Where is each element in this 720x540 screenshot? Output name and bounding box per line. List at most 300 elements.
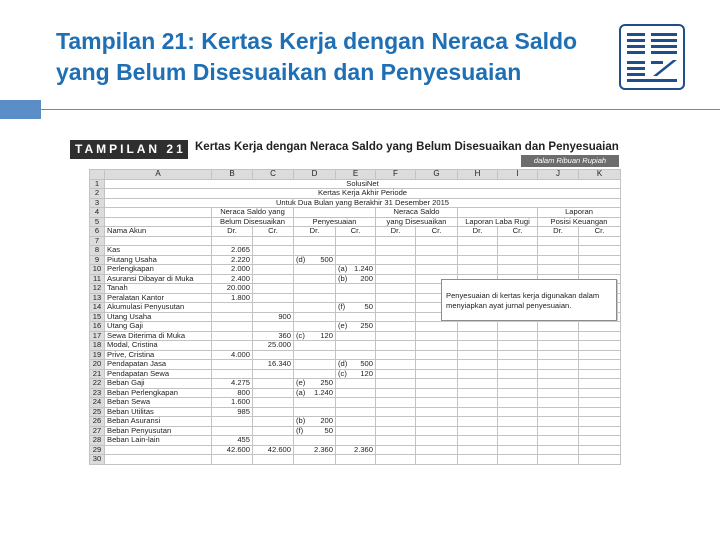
adjustment-debit xyxy=(294,350,336,360)
account-name: Prive, Cristina xyxy=(105,350,212,360)
table-row xyxy=(90,360,621,370)
empty-cell xyxy=(458,246,498,256)
adjustment-debit xyxy=(294,284,336,294)
empty-cell xyxy=(538,379,579,389)
empty-cell xyxy=(538,398,579,408)
column-header-row xyxy=(90,170,621,180)
trial-credit xyxy=(253,398,294,408)
adjustment-amount: 1.240 xyxy=(353,264,373,273)
empty-cell xyxy=(498,246,538,256)
empty-cell xyxy=(376,407,416,417)
empty-cell xyxy=(498,436,538,446)
adjustment-debit xyxy=(294,303,336,313)
cr-header: Cr. xyxy=(416,227,458,237)
adjustment-credit xyxy=(336,322,376,332)
empty-cell xyxy=(376,331,416,341)
adjustment-credit xyxy=(336,265,376,275)
column-header: D xyxy=(294,170,336,180)
table-row xyxy=(90,417,621,427)
empty-cell xyxy=(376,255,416,265)
account-name: Pendapatan Jasa xyxy=(105,360,212,370)
empty-cell xyxy=(579,360,621,370)
group-header-adjustments: Penyesuaian xyxy=(294,217,376,227)
group-header-income-statement: Laporan Laba Rugi xyxy=(458,217,538,227)
totals-row xyxy=(90,445,621,455)
trial-credit xyxy=(253,350,294,360)
trial-credit xyxy=(253,303,294,313)
empty-cell xyxy=(416,246,458,256)
title-divider xyxy=(0,100,720,120)
account-name: Utang Usaha xyxy=(105,312,212,322)
account-name: Beban Gaji xyxy=(105,379,212,389)
trial-debit xyxy=(212,360,253,370)
dr-header: Dr. xyxy=(538,227,579,237)
empty-cell xyxy=(498,369,538,379)
empty-cell xyxy=(294,455,336,465)
trial-debit: 455 xyxy=(212,436,253,446)
adjustment-debit xyxy=(294,312,336,322)
account-name: Utang Gaji xyxy=(105,322,212,332)
adjustment-credit xyxy=(336,426,376,436)
empty-cell xyxy=(416,388,458,398)
row-number: 8 xyxy=(90,246,105,256)
trial-debit xyxy=(212,341,253,351)
empty-cell xyxy=(253,455,294,465)
total-trial-debit: 42.600 xyxy=(212,445,253,455)
row-number: 5 xyxy=(90,217,105,227)
total-adjustment-debit: 2.360 xyxy=(294,445,336,455)
empty-cell xyxy=(538,255,579,265)
adjustment-credit xyxy=(336,274,376,284)
row-number: 14 xyxy=(90,303,105,313)
adjustment-debit xyxy=(294,341,336,351)
empty-cell xyxy=(416,445,458,455)
table-row xyxy=(90,426,621,436)
callout-note: Penyesuaian di kertas kerja digunakan dalam menyiapkan ayat jurnal penyesuaian. xyxy=(441,279,617,321)
table-row xyxy=(90,208,621,218)
empty-cell xyxy=(458,265,498,275)
dr-header: Dr. xyxy=(458,227,498,237)
trial-debit: 2.400 xyxy=(212,274,253,284)
empty-cell xyxy=(538,322,579,332)
row-number: 12 xyxy=(90,284,105,294)
empty-cell xyxy=(416,398,458,408)
table-row xyxy=(90,217,621,227)
table-row xyxy=(90,379,621,389)
row-number: 6 xyxy=(90,227,105,237)
trial-debit xyxy=(212,331,253,341)
trial-credit xyxy=(253,322,294,332)
adjustment-debit xyxy=(294,398,336,408)
worksheet-period: Untuk Dua Bulan yang Berakhir 31 Desember 2015 xyxy=(105,198,621,208)
table-row xyxy=(90,436,621,446)
slide-title: Tampilan 21: Kertas Kerja dengan Neraca Saldo yang Belum Disesuaikan dan Penyesuaian xyxy=(56,28,578,85)
row-number: 25 xyxy=(90,407,105,417)
empty-cell xyxy=(376,265,416,275)
adjustment-debit xyxy=(294,417,336,427)
cr-header: Cr. xyxy=(579,227,621,237)
row-number: 4 xyxy=(90,208,105,218)
adjustment-credit xyxy=(336,379,376,389)
adjustment-ref: (b) xyxy=(296,416,306,425)
empty-cell xyxy=(498,341,538,351)
row-number: 3 xyxy=(90,198,105,208)
account-name: Piutang Usaha xyxy=(105,255,212,265)
dr-header: Dr. xyxy=(294,227,336,237)
empty-cell xyxy=(538,388,579,398)
column-header: A xyxy=(105,170,212,180)
adjustment-credit xyxy=(336,284,376,294)
total-trial-credit: 42.600 xyxy=(253,445,294,455)
empty-cell xyxy=(579,407,621,417)
row-number: 27 xyxy=(90,426,105,436)
trial-debit: 2.065 xyxy=(212,246,253,256)
empty-cell xyxy=(458,445,498,455)
cr-header: Cr. xyxy=(253,227,294,237)
trial-debit: 1.600 xyxy=(212,398,253,408)
trial-credit: 16.340 xyxy=(253,360,294,370)
adjustment-debit xyxy=(294,265,336,275)
adjustment-credit xyxy=(336,417,376,427)
empty-cell xyxy=(538,369,579,379)
empty-cell xyxy=(498,455,538,465)
worksheet-title: Kertas Kerja Akhir Periode xyxy=(105,189,621,199)
empty-cell xyxy=(579,265,621,275)
trial-debit: 4.275 xyxy=(212,379,253,389)
empty-cell xyxy=(416,341,458,351)
row-number: 2 xyxy=(90,189,105,199)
trial-credit xyxy=(253,255,294,265)
empty-cell xyxy=(416,350,458,360)
row-number: 24 xyxy=(90,398,105,408)
adjustment-ref: (a) xyxy=(296,388,306,397)
empty-cell xyxy=(498,379,538,389)
adjustment-debit xyxy=(294,322,336,332)
trial-credit: 25.000 xyxy=(253,341,294,351)
empty-cell xyxy=(538,426,579,436)
dr-header: Dr. xyxy=(376,227,416,237)
account-name: Modal, Cristina xyxy=(105,341,212,351)
account-name: Beban Lain-lain xyxy=(105,436,212,446)
trial-debit: 20.000 xyxy=(212,284,253,294)
row-number: 30 xyxy=(90,455,105,465)
empty-cell xyxy=(498,350,538,360)
account-name: Tanah xyxy=(105,284,212,294)
empty-cell xyxy=(458,455,498,465)
adjustment-credit xyxy=(336,360,376,370)
column-header: B xyxy=(212,170,253,180)
adjustment-credit xyxy=(336,331,376,341)
empty-cell xyxy=(579,246,621,256)
adjustment-amount: 250 xyxy=(320,378,333,387)
adjustment-credit xyxy=(336,255,376,265)
row-number: 9 xyxy=(90,255,105,265)
trial-credit xyxy=(253,265,294,275)
row-number: 10 xyxy=(90,265,105,275)
empty-cell xyxy=(458,369,498,379)
empty-cell xyxy=(376,417,416,427)
empty-cell xyxy=(416,369,458,379)
trial-debit xyxy=(212,322,253,332)
table-row xyxy=(90,398,621,408)
table-row xyxy=(90,350,621,360)
account-name: Akumulasi Penyusutan xyxy=(105,303,212,313)
adjustment-ref: (f) xyxy=(338,302,346,311)
figure-label: TAMPILAN 21 xyxy=(70,140,188,159)
row-number: 22 xyxy=(90,379,105,389)
empty-cell xyxy=(105,445,212,455)
row-number: 19 xyxy=(90,350,105,360)
trial-debit: 4.000 xyxy=(212,350,253,360)
trial-credit xyxy=(253,379,294,389)
empty-cell xyxy=(458,331,498,341)
empty-cell xyxy=(498,445,538,455)
table-row xyxy=(90,265,621,275)
adjustment-debit xyxy=(294,407,336,417)
table-row xyxy=(90,331,621,341)
empty-cell xyxy=(579,388,621,398)
adjustment-amount: 200 xyxy=(360,274,373,283)
column-header: I xyxy=(498,170,538,180)
empty-cell xyxy=(498,407,538,417)
row-number: 16 xyxy=(90,322,105,332)
table-row xyxy=(90,388,621,398)
empty-cell xyxy=(376,246,416,256)
figure-title: Kertas Kerja dengan Neraca Saldo yang Belum Disesuaikan dan Penyesuaian xyxy=(195,141,619,153)
empty-cell xyxy=(376,445,416,455)
empty-cell xyxy=(376,322,416,332)
empty-cell xyxy=(458,255,498,265)
row-number: 1 xyxy=(90,179,105,189)
empty-cell xyxy=(458,341,498,351)
adjustment-amount: 250 xyxy=(360,321,373,330)
adjustment-debit xyxy=(294,426,336,436)
empty-cell xyxy=(498,255,538,265)
adjustment-credit xyxy=(336,312,376,322)
empty-cell xyxy=(538,350,579,360)
account-name: Beban Perlengkapan xyxy=(105,388,212,398)
empty-cell xyxy=(458,436,498,446)
empty-cell xyxy=(538,445,579,455)
empty-cell xyxy=(579,417,621,427)
adjustment-ref: (c) xyxy=(338,369,347,378)
row-number: 17 xyxy=(90,331,105,341)
adjustment-ref: (d) xyxy=(338,359,348,368)
row-number: 23 xyxy=(90,388,105,398)
table-row xyxy=(90,246,621,256)
empty-cell xyxy=(538,455,579,465)
empty-cell xyxy=(498,398,538,408)
empty-cell xyxy=(579,369,621,379)
empty-cell xyxy=(579,331,621,341)
empty-cell xyxy=(579,379,621,389)
adjustment-amount: 500 xyxy=(320,255,333,264)
adjustment-amount: 1.240 xyxy=(313,388,333,397)
trial-debit xyxy=(212,369,253,379)
empty-cell xyxy=(579,341,621,351)
cr-header: Cr. xyxy=(336,227,376,237)
trial-credit xyxy=(253,426,294,436)
group-header-trial-balance: Neraca Saldo yang xyxy=(212,208,294,218)
empty-cell xyxy=(376,398,416,408)
empty-cell xyxy=(579,398,621,408)
column-header: C xyxy=(253,170,294,180)
row-number: 20 xyxy=(90,360,105,370)
trial-credit: 360 xyxy=(253,331,294,341)
adjustment-ref: (c) xyxy=(296,331,305,340)
empty-cell xyxy=(579,350,621,360)
column-header: J xyxy=(538,170,579,180)
table-row xyxy=(90,322,621,332)
empty-cell xyxy=(579,445,621,455)
empty-cell xyxy=(376,303,416,313)
adjustment-ref: (f) xyxy=(296,426,304,435)
adjustment-credit xyxy=(336,246,376,256)
table-row xyxy=(90,407,621,417)
empty-cell xyxy=(416,379,458,389)
empty-cell xyxy=(458,407,498,417)
trial-debit xyxy=(212,417,253,427)
adjustment-amount: 120 xyxy=(360,369,373,378)
table-row xyxy=(90,198,621,208)
account-name: Asuransi Dibayar di Muka xyxy=(105,274,212,284)
trial-debit xyxy=(212,312,253,322)
empty-cell xyxy=(376,284,416,294)
trial-debit: 985 xyxy=(212,407,253,417)
empty-cell xyxy=(498,360,538,370)
dr-header: Dr. xyxy=(212,227,253,237)
empty-cell xyxy=(498,331,538,341)
empty-cell xyxy=(579,426,621,436)
adjustment-credit xyxy=(336,303,376,313)
adjustment-ref: (d) xyxy=(296,255,306,264)
trial-debit: 800 xyxy=(212,388,253,398)
adjustment-debit xyxy=(294,274,336,284)
empty-cell xyxy=(579,255,621,265)
row-number: 18 xyxy=(90,341,105,351)
adjustment-ref: (e) xyxy=(296,378,306,387)
empty-cell xyxy=(416,436,458,446)
unit-note-badge: dalam Ribuan Rupiah xyxy=(521,155,619,167)
adjustment-credit xyxy=(336,369,376,379)
account-name: Peralatan Kantor xyxy=(105,293,212,303)
empty-cell xyxy=(458,426,498,436)
empty-cell xyxy=(416,426,458,436)
trial-debit: 2.000 xyxy=(212,265,253,275)
empty-cell xyxy=(498,417,538,427)
table-row xyxy=(90,341,621,351)
row-number: 15 xyxy=(90,312,105,322)
empty-cell xyxy=(458,417,498,427)
account-name: Kas xyxy=(105,246,212,256)
empty-cell xyxy=(416,417,458,427)
adjustment-ref: (b) xyxy=(338,274,348,283)
empty-cell xyxy=(538,407,579,417)
empty-cell xyxy=(458,379,498,389)
account-name: Beban Utilitas xyxy=(105,407,212,417)
account-name: Sewa Diterima di Muka xyxy=(105,331,212,341)
adjustment-credit xyxy=(336,398,376,408)
empty-cell xyxy=(538,341,579,351)
adjustment-credit xyxy=(336,293,376,303)
trial-debit: 2.220 xyxy=(212,255,253,265)
trial-credit xyxy=(253,436,294,446)
empty-cell xyxy=(376,350,416,360)
empty-cell xyxy=(538,265,579,275)
company-name: SolusiNet xyxy=(105,179,621,189)
table-row xyxy=(90,236,621,246)
column-header: G xyxy=(416,170,458,180)
table-row xyxy=(90,179,621,189)
row-number: 28 xyxy=(90,436,105,446)
row-number: 7 xyxy=(90,236,105,246)
adjustment-ref: (e) xyxy=(338,321,348,330)
adjustment-amount: 200 xyxy=(320,416,333,425)
empty-cell xyxy=(376,426,416,436)
trial-credit xyxy=(253,274,294,284)
trial-credit xyxy=(253,284,294,294)
empty-cell xyxy=(579,322,621,332)
divider-line xyxy=(41,109,720,110)
total-adjustment-credit: 2.360 xyxy=(336,445,376,455)
row-number: 21 xyxy=(90,369,105,379)
empty-cell xyxy=(458,350,498,360)
row-number: 29 xyxy=(90,445,105,455)
adjustment-debit xyxy=(294,331,336,341)
column-header: H xyxy=(458,170,498,180)
account-name: Beban Penyusutan xyxy=(105,426,212,436)
empty-cell xyxy=(579,455,621,465)
adjustment-credit xyxy=(336,407,376,417)
trial-credit: 900 xyxy=(253,312,294,322)
column-header: E xyxy=(336,170,376,180)
adjustment-amount: 120 xyxy=(320,331,333,340)
column-header: K xyxy=(579,170,621,180)
table-row xyxy=(90,189,621,199)
empty-cell xyxy=(458,322,498,332)
row-number: 26 xyxy=(90,417,105,427)
group-header-adjusted: Neraca Saldo xyxy=(376,208,458,218)
group-header-trial-balance-2: Belum Disesuaikan xyxy=(212,217,294,227)
empty-cell xyxy=(538,331,579,341)
trial-credit xyxy=(253,407,294,417)
adjustment-debit xyxy=(294,246,336,256)
empty-cell xyxy=(498,426,538,436)
empty-cell xyxy=(376,436,416,446)
empty-cell xyxy=(498,322,538,332)
empty-cell xyxy=(212,455,253,465)
adjustment-debit xyxy=(294,379,336,389)
account-name: Perlengkapan xyxy=(105,265,212,275)
empty-cell xyxy=(376,379,416,389)
adjustment-credit xyxy=(336,341,376,351)
table-row xyxy=(90,255,621,265)
adjustment-debit xyxy=(294,293,336,303)
empty-cell xyxy=(579,436,621,446)
group-header-balance: Laporan xyxy=(538,208,621,218)
table-row xyxy=(90,455,621,465)
adjustment-debit xyxy=(294,388,336,398)
empty-cell xyxy=(416,331,458,341)
trial-credit xyxy=(253,417,294,427)
adjustment-amount: 500 xyxy=(360,359,373,368)
trial-credit xyxy=(253,388,294,398)
publisher-logo-icon xyxy=(619,24,685,90)
empty-cell xyxy=(336,455,376,465)
adjustment-debit xyxy=(294,369,336,379)
column-header: F xyxy=(376,170,416,180)
empty-cell xyxy=(416,322,458,332)
